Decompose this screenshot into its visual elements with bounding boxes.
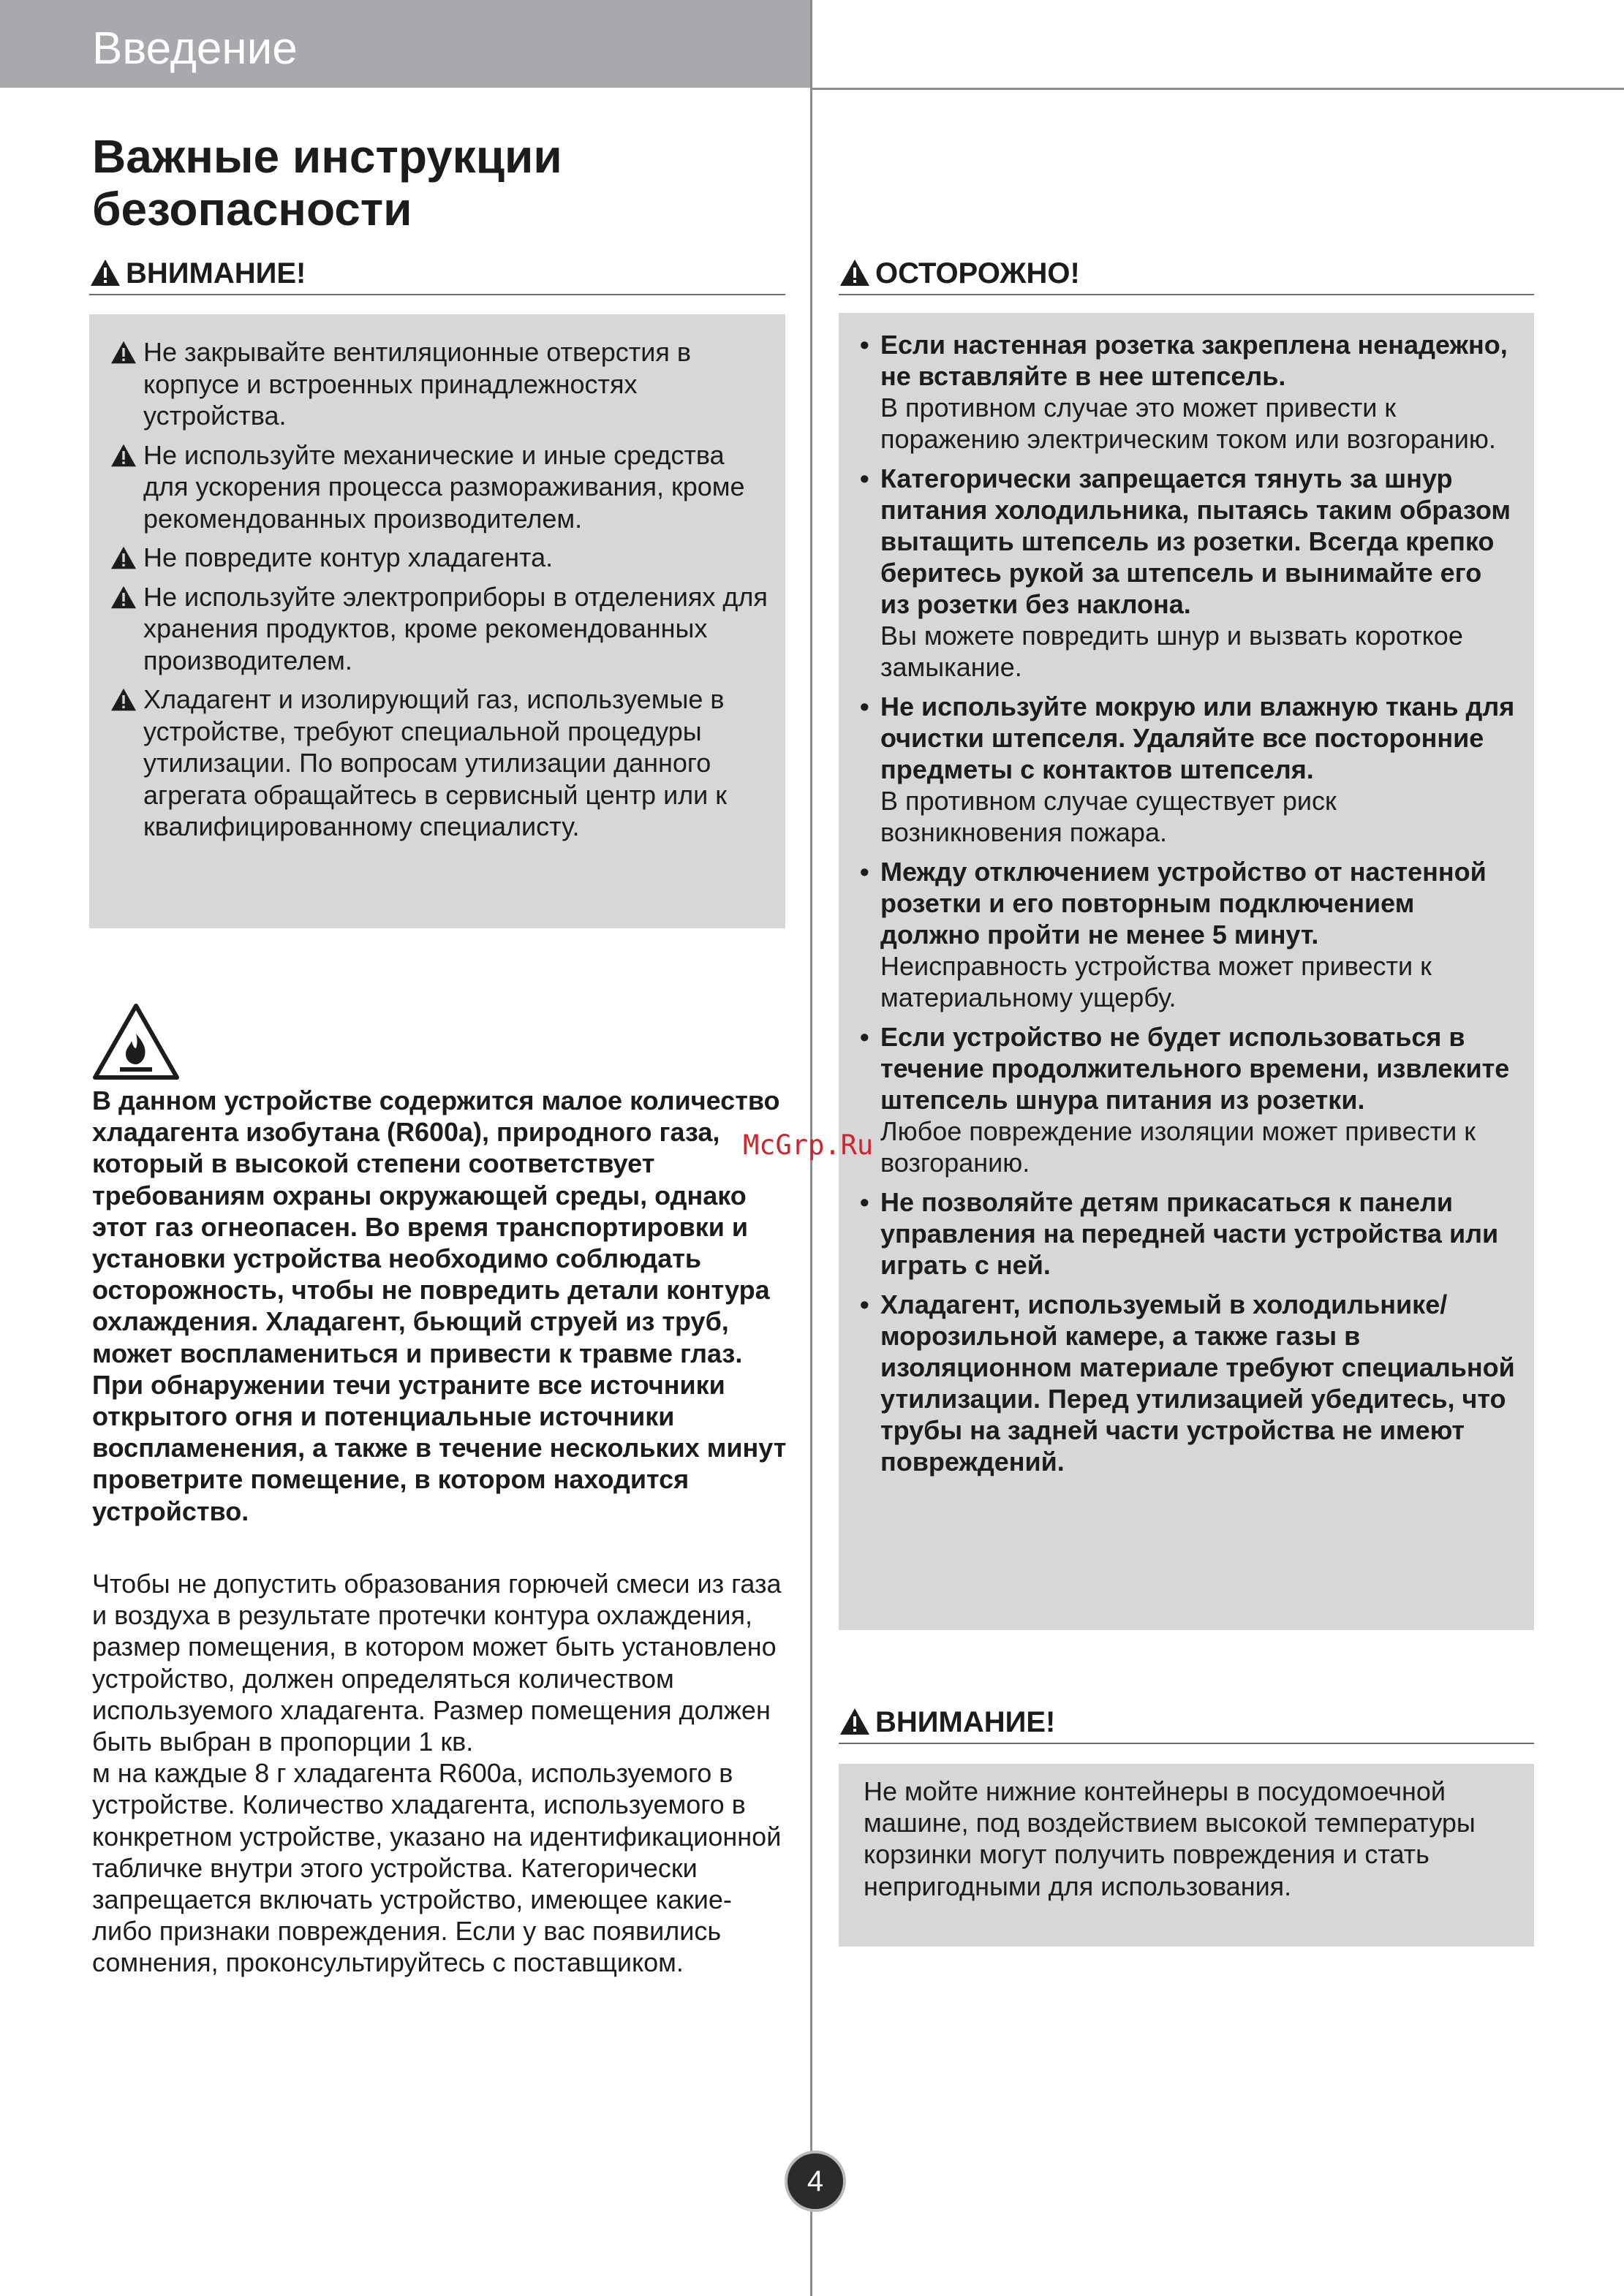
room-size-text-2: м на каждые 8 г хладагента R600a, используемого в устройстве. Количество хладагента, используемого в конкретном устройстве, указано на идентификационной табличке внутри этого устройства. Категорически запрещается включать устройство, имеющее какие-либо признаки повреждения. Если у вас появились сомнения, проконсультируйтесь с поставщиком. <box>92 1758 782 1978</box>
room-size-text-1: Чтобы не допустить образования горючей смеси из газа и воздуха в результате протечки контура охлаждения, размер помещения, в котором может быть установлено устройство, должен определяться количеством используемого хладагента. Размер помещения должен быть выбран в пропорции 1 кв. <box>92 1569 782 1757</box>
warning-list-item <box>110 683 768 843</box>
watermark: McGrp.Ru <box>743 1129 874 1161</box>
warning-list-item <box>110 542 768 574</box>
warning-list <box>110 336 768 850</box>
warning-list-item <box>110 336 768 432</box>
caution-item-bold: Хладагент, используемый в холодильнике/морозильной камере, а также газы в изоляционном материале требуют специальной утилизации. Перед утилизацией убедитесь, что трубы на задней части устройства не имеют повреждений. <box>880 1289 1515 1477</box>
refrigerant-bold-paragraph: В данном устройстве содержится малое количество хладагента изобутана (R600a), природного газа, который в высокой степени соответствует требованиям охраны окружающей среды, однако этот газ огнеопасен. Во время транспортировки и установки устройства необходимо соблюдать осторожность, чтобы не повредить детали контура охлаждения. Хладагент, бьющий струей из труб, может воспламениться и привести к травме глаз. При обнаружении течи устраните все источники открытого огня и потенциальные источники воспламенения, а также в течение нескольких минут проветрите помещение, в котором находится устройство. <box>92 1086 787 1526</box>
warning-heading <box>89 253 785 295</box>
caution-list-item <box>860 1289 1518 1477</box>
caution-list-item <box>860 329 1518 455</box>
caution-item-bold: Между отключением устройство от настенной розетки и его повторным подключением должно пройти не менее 5 минут. <box>880 857 1487 950</box>
warning-item-text: Хладагент и изолирующий газ, используемые в устройстве, требуют специальной процедуры утилизации. По вопросам утилизации данного агрегата обращайтесь в сервисный центр или к квалифицированному специалисту. <box>143 684 728 841</box>
caution-item-note: В противном случае это может привести к поражению электрическим током или возгоранию. <box>880 393 1496 454</box>
warning-triangle-icon <box>89 258 121 287</box>
warning-triangle-icon <box>110 340 137 365</box>
warning-list-item <box>110 581 768 677</box>
caution-item-note: Любое повреждение изоляции может привести к возгоранию. <box>880 1116 1476 1178</box>
warning-box <box>89 314 785 928</box>
warning2-heading <box>839 1702 1534 1744</box>
caution-list-item <box>860 856 1518 1013</box>
bullet: • <box>860 330 869 360</box>
caution-list <box>860 329 1518 1485</box>
warning-heading-text: ВНИМАНИЕ! <box>126 257 306 289</box>
caution-item-note: Вы можете повредить шнур и вызвать короткое замыкание. <box>880 621 1463 682</box>
warning-item-text: Не используйте механические и иные средства для ускорения процесса размораживания, кроме рекомендованных производителем. <box>143 439 745 534</box>
caution-item-bold: Если настенная розетка закреплена ненадежно, не вставляйте в нее штепсель. <box>880 330 1508 391</box>
caution-list-item <box>860 1021 1518 1178</box>
section-header-title: Введение <box>92 23 298 74</box>
warning-triangle-icon <box>110 687 137 712</box>
warning-triangle-icon <box>839 258 871 287</box>
caution-list-item <box>860 691 1518 848</box>
bullet: • <box>860 1187 869 1217</box>
header-divider <box>812 88 1624 90</box>
caution-item-bold: Не позволяйте детям прикасаться к панели управления на передней части устройства или играть с ней. <box>880 1187 1499 1280</box>
bullet: • <box>860 1289 869 1319</box>
bullet: • <box>860 857 869 887</box>
warning-list-item <box>110 439 768 535</box>
caution-item-note: Неисправность устройства может привести к материальному ущербу. <box>880 951 1432 1012</box>
room-size-paragraph <box>92 1568 787 1979</box>
warning-triangle-icon <box>110 545 137 570</box>
bullet: • <box>860 692 869 721</box>
caution-heading <box>839 253 1534 295</box>
caution-list-item <box>860 1186 1518 1281</box>
caution-list-item <box>860 463 1518 683</box>
warning-item-text: Не используйте электроприборы в отделениях для хранения продуктов, кроме рекомендованных производителем. <box>143 581 768 675</box>
warning-triangle-icon <box>110 443 137 468</box>
page-number: 4 <box>785 2151 846 2212</box>
warning-item-text: Не повредите контур хладагента. <box>143 542 554 572</box>
warning2-box <box>839 1764 1534 1947</box>
warning2-text: Не мойте нижние контейнеры в посудомоечной машине, под воздействием высокой температуры корзинки могут получить повреждения и стать непригодными для использования. <box>864 1776 1476 1901</box>
caution-item-bold: Если устройство не будет использоваться в течение продолжительного времени, извлеките штепсель шнура питания из розетки. <box>880 1022 1510 1115</box>
bullet: • <box>860 463 869 493</box>
warning-triangle-icon <box>839 1707 871 1736</box>
warning-triangle-icon <box>110 585 137 610</box>
caution-item-note: В противном случае существует риск возникновения пожара. <box>880 786 1337 847</box>
caution-item-bold: Категорически запрещается тянуть за шнур питания холодильника, пытаясь таким образом вытащить штепсель из розетки. Всегда крепко беритесь рукой за штепсель и вынимайте его из розетки без наклона. <box>880 463 1511 619</box>
caution-item-bold: Не используйте мокрую или влажную ткань для очистки штепселя. Удаляйте все посторонние предметы с контактов штепселя. <box>880 692 1515 784</box>
flammable-warning-icon <box>92 1003 180 1080</box>
warning2-heading-text: ВНИМАНИЕ! <box>875 1706 1056 1738</box>
bullet: • <box>860 1022 869 1052</box>
caution-box <box>839 313 1534 1630</box>
page-title: Важные инструкции безопасности <box>92 130 562 235</box>
caution-heading-text: ОСТОРОЖНО! <box>875 257 1080 289</box>
warning-item-text: Не закрывайте вентиляционные отверстия в корпусе и встроенных принадлежностях устройства. <box>143 337 691 431</box>
